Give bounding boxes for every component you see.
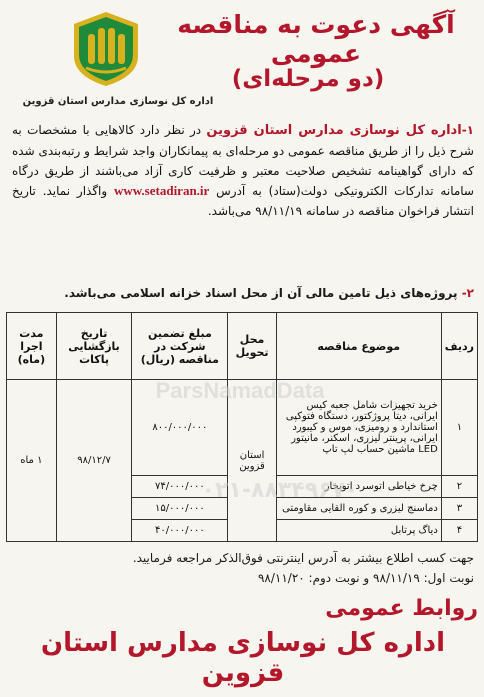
table-row	[7, 380, 478, 476]
org-name-small: اداره کل نوسازی مدارس استان قزوین	[22, 96, 214, 107]
intro-paragraph	[12, 120, 474, 221]
col-subject: موضوع مناقصه	[276, 313, 441, 380]
row-subject: دیاگ پرتابل	[276, 520, 441, 542]
website-link[interactable]: www.setadiran.ir	[113, 183, 210, 198]
funding-note	[12, 286, 474, 300]
watermark-phone: ۰۲۱-۸۸۳۴۹۶۷۰	[201, 478, 359, 503]
row-guarantee: ۷۴/۰۰۰/۰۰۰	[132, 476, 228, 498]
footer-org-name: اداره کل نوسازی مدارس استان قزوین	[40, 628, 446, 688]
row-guarantee: ۱۵/۰۰۰/۰۰۰	[132, 498, 228, 520]
funding-text: پروژه‌های ذیل تامین مالی آن از محل اسناد خزانه اسلامی می‌باشد.	[64, 286, 462, 300]
col-opening: تاریخ بازگشایی پاکات	[56, 313, 132, 380]
col-duration: مدت اجرا (ماه)	[7, 313, 57, 380]
page-subtitle: (دو مرحله‌ای)	[231, 66, 385, 92]
row-number: ۲	[441, 476, 477, 498]
row-guarantee: ۴۰/۰۰۰/۰۰۰	[132, 520, 228, 542]
opening-date: ۹۸/۱۲/۷	[56, 380, 132, 542]
row-guarantee: ۸۰۰/۰۰۰/۰۰۰	[132, 380, 228, 476]
col-place: محل تحویل	[228, 313, 276, 380]
footer-info	[12, 548, 474, 588]
row-number: ۳	[441, 498, 477, 520]
row-number: ۱	[441, 380, 477, 476]
tender-table	[6, 312, 478, 542]
publication-dates: نوبت اول: ۹۸/۱۱/۱۹ و نوبت دوم: ۹۸/۱۱/۲۰	[257, 571, 474, 585]
col-row: ردیف	[441, 313, 477, 380]
intro-org: اداره کل نوسازی مدارس استان قزوین	[206, 123, 462, 138]
row-subject: چرخ خیاطی اتوسرد اتوبخار	[276, 476, 441, 498]
row-subject: خرید تجهیزات شامل جعبه کیس ایرانی، دیتا پروژکتور، دستگاه فتوکپی استاندارد و رومیزی، موس و کیبورد ایرانی، پرینتر لیزری، اسکنر، مانیتور LED ماشین حساب لپ تاپ	[276, 380, 441, 476]
intro-number: ۱-	[461, 123, 474, 137]
public-relations-label: روابط عمومی	[325, 596, 478, 621]
delivery-place: استان قزوین	[228, 380, 276, 542]
table-header-row	[7, 313, 478, 380]
schools-renovation-logo-icon	[70, 10, 142, 88]
row-number: ۴	[441, 520, 477, 542]
duration: ۱ ماه	[7, 380, 57, 542]
col-guarantee: مبلغ تضمین شرکت در مناقصه (ریال)	[132, 313, 228, 380]
watermark-text: ParsNamadData	[155, 378, 325, 403]
intro-text-b: واگذار نماید. تاریخ انتشار فراخوان مناقصه در سامانه ۹۸/۱۱/۱۹ می‌باشد.	[12, 184, 474, 218]
row-subject: دماسنج لیزری و کوره القایی مقاومتی	[276, 498, 441, 520]
funding-number: ۲-	[461, 286, 474, 300]
footer-info-line: جهت کسب اطلاع بیشتر به آدرس اینترنتی فوق‌الذکر مراجعه فرمایید.	[132, 551, 474, 565]
page-title: آگهی دعوت به مناقصه عمومی	[177, 10, 455, 68]
header	[6, 4, 478, 124]
intro-text-a: در نظر دارد کالاهایی با مشخصات به شرح ذیل را از طریق مناقصه عمومی دو مرحله‌ای به پیمانکاران واجد شرایط و رتبه‌بندی شده که دارای گواهینامه تشخیص صلاحیت معتبر و ظرفیت کاری آزاد می‌باشند از طریق درگاه سامانه تدارکات الکترونیکی دولت(ستاد) به آدرس	[12, 123, 474, 198]
